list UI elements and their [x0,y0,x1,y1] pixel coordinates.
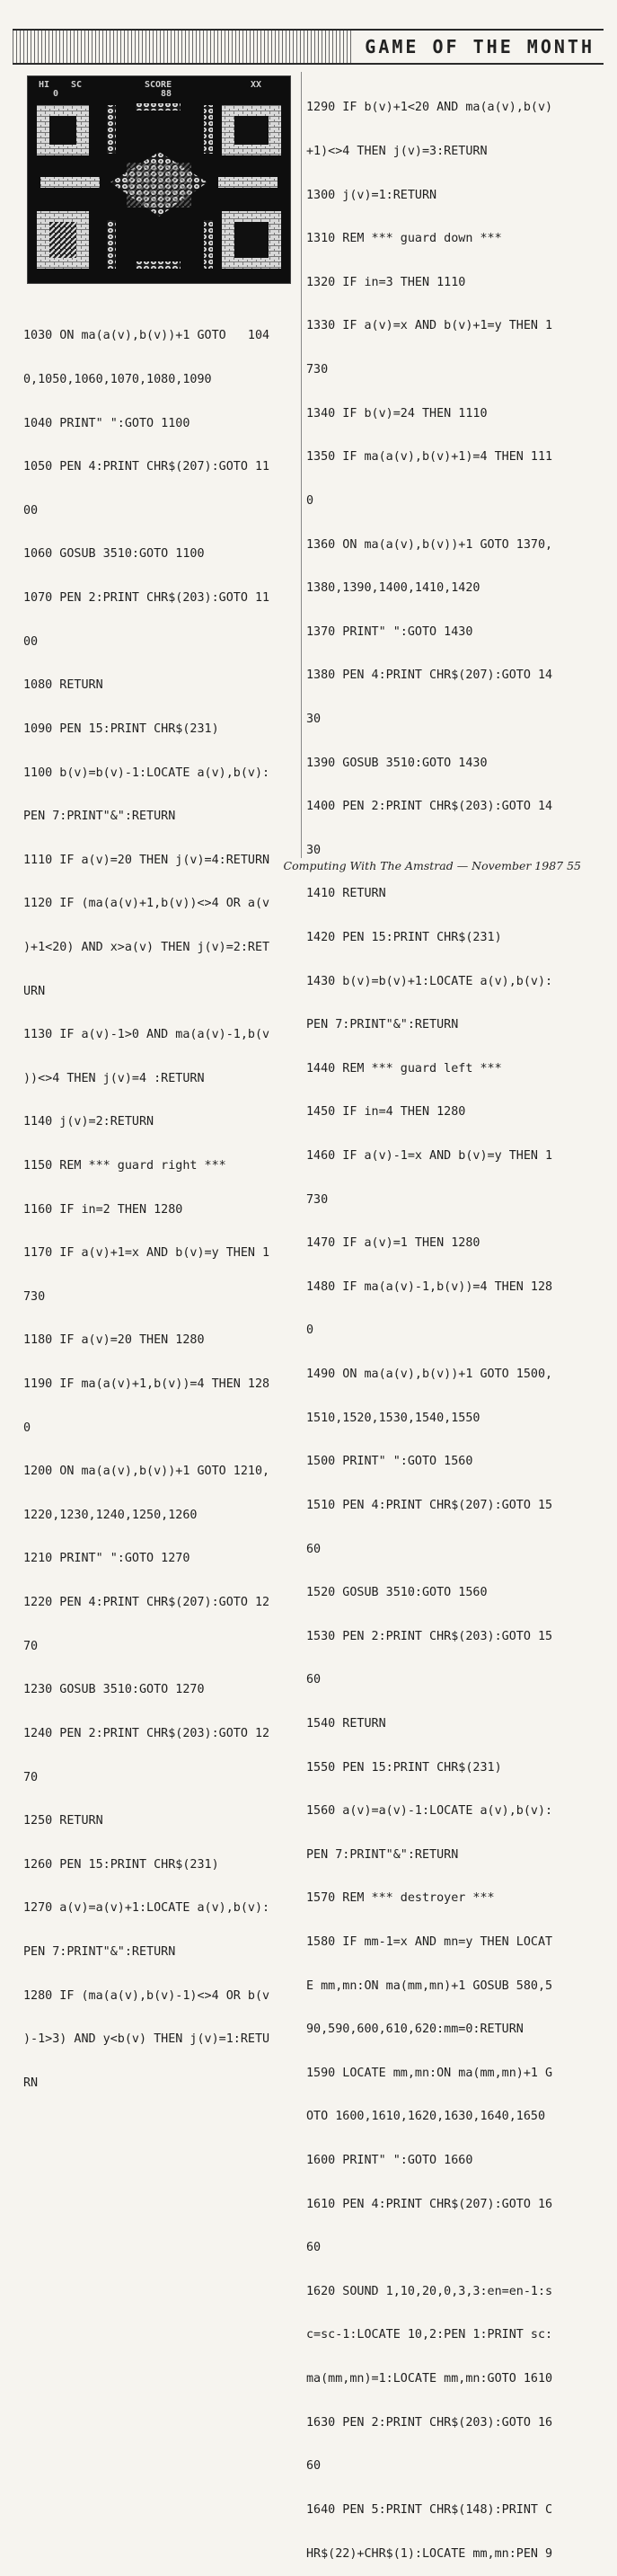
code-line: OTO 1600,1610,1620,1630,1640,1650 [306,2110,546,2124]
code-line: 1600 PRINT" ":GOTO 1660 [306,2154,473,2168]
code-line: 1240 PEN 2:PRINT CHR$(203):GOTO 12 [23,1726,270,1740]
code-line: 0 [306,493,314,508]
code-line: HR$(22)+CHR$(1):LOCATE mm,mn:PEN 9 [306,2546,553,2561]
code-line: 1120 IF (ma(a(v)+1,b(v))<>4 OR a(v [23,897,270,911]
hud-label-sc: SC [71,80,83,90]
code-line: 1280 IF (ma(a(v),b(v)-1)<>4 OR b(v [23,1988,270,2003]
code-line: PEN 7:PRINT"&":RETURN [23,810,176,824]
code-line: c=sc-1:LOCATE 10,2:PEN 1:PRINT sc: [306,2328,553,2342]
code-line: 1450 IF in=4 THEN 1280 [306,1105,466,1120]
code-line: E mm,mn:ON ma(mm,mn)+1 GOSUB 580,5 [306,1978,553,1993]
code-line: 1390 GOSUB 3510:GOTO 1430 [306,756,488,770]
code-line: 1510 PEN 4:PRINT CHR$(207):GOTO 15 [306,1498,553,1512]
code-line: 1160 IF in=2 THEN 1280 [23,1202,183,1217]
code-line: 70 [23,1639,39,1653]
code-line: 30 [306,712,322,726]
code-line: 1410 RETURN [306,887,386,901]
code-line: +1)<>4 THEN j(v)=3:RETURN [306,145,488,159]
code-line: 1030 ON ma(a(v),b(v))+1 GOTO 104 [23,329,270,343]
code-line: 1380,1390,1400,1410,1420 [306,581,480,596]
game-screenshot [27,75,291,284]
code-line: 1380 PEN 4:PRINT CHR$(207):GOTO 14 [306,668,553,683]
code-line: 1100 b(v)=b(v)-1:LOCATE a(v),b(v): [23,766,270,780]
code-line: 1610 PEN 4:PRINT CHR$(207):GOTO 16 [306,2197,553,2211]
code-line: 1550 PEN 15:PRINT CHR$(231) [306,1760,502,1775]
code-line: 1150 REM *** guard right *** [23,1158,226,1173]
code-line: 1110 IF a(v)=20 THEN j(v)=4:RETURN [23,853,270,867]
page-footer: Computing With The Amstrad — November 1987 55 [283,859,581,872]
code-line: 1180 IF a(v)=20 THEN 1280 [23,1333,205,1348]
code-line: 1520 GOSUB 3510:GOTO 1560 [306,1586,488,1600]
code-line: 1350 IF ma(a(v),b(v)+1)=4 THEN 111 [306,450,553,465]
code-line: ma(mm,mn)=1:LOCATE mm,mn:GOTO 1610 [306,2372,553,2386]
code-line: 1270 a(v)=a(v)+1:LOCATE a(v),b(v): [23,1901,270,1916]
code-line: 1560 a(v)=a(v)-1:LOCATE a(v),b(v): [306,1804,553,1819]
code-line: 1500 PRINT" ":GOTO 1560 [306,1455,473,1469]
code-line: 1570 REM *** destroyer *** [306,1891,495,1906]
code-line: 1490 ON ma(a(v),b(v))+1 GOTO 1500, [306,1368,553,1382]
code-line: 1620 SOUND 1,10,20,0,3,3:en=en-1:s [306,2284,553,2298]
code-line: 1420 PEN 15:PRINT CHR$(231) [306,930,502,944]
code-line: 1480 IF ma(a(v)-1,b(v))=4 THEN 128 [306,1279,553,1294]
code-line: 730 [306,363,329,377]
code-line: 70 [23,1770,39,1784]
hud-label-hi: HI [39,80,50,90]
code-line: 00 [23,503,39,518]
code-line: 0,1050,1060,1070,1080,1090 [23,373,212,387]
code-line: 1050 PEN 4:PRINT CHR$(207):GOTO 11 [23,460,270,474]
code-line: 60 [306,2459,322,2474]
code-line: 730 [23,1289,46,1304]
code-line: 60 [306,2241,322,2255]
code-line: PEN 7:PRINT"&":RETURN [23,1944,176,1959]
code-line: )-1>3) AND y<b(v) THEN j(v)=1:RETU [23,2032,270,2047]
hud-label-xx: XX [251,80,262,90]
code-line: 1220,1230,1240,1250,1260 [23,1508,198,1522]
code-line: 1230 GOSUB 3510:GOTO 1270 [23,1683,205,1697]
code-line: 1320 IF in=3 THEN 1110 [306,275,466,289]
code-line: 00 [23,634,39,649]
code-line: 1470 IF a(v)=1 THEN 1280 [306,1236,480,1251]
code-line: PEN 7:PRINT"&":RETURN [306,1847,459,1862]
hud-label-score: SCORE [145,80,172,90]
code-line: 1580 IF mm-1=x AND mn=y THEN LOCAT [306,1935,553,1949]
code-line: 0 [23,1421,31,1435]
code-line: 1300 j(v)=1:RETURN [306,188,437,202]
code-line: 1070 PEN 2:PRINT CHR$(203):GOTO 11 [23,591,270,606]
code-line: 1440 REM *** guard left *** [306,1061,502,1076]
code-line: )+1<20) AND x>a(v) THEN j(v)=2:RET [23,940,270,954]
code-line: 1360 ON ma(a(v),b(v))+1 GOTO 1370, [306,537,553,552]
code-line: 1250 RETURN [23,1814,103,1828]
hud-value-score: 88 [161,89,172,99]
code-line: 1460 IF a(v)-1=x AND b(v)=y THEN 1 [306,1149,553,1164]
code-line: RN [23,2076,39,2090]
code-line: 1210 PRINT" ":GOTO 1270 [23,1552,190,1566]
code-line: 1340 IF b(v)=24 THEN 1110 [306,406,488,420]
code-line: 1640 PEN 5:PRINT CHR$(148):PRINT C [306,2502,553,2517]
code-line: 1290 IF b(v)+1<20 AND ma(a(v),b(v) [306,101,553,115]
game-screenshot-image [28,76,290,283]
code-line: 1330 IF a(v)=x AND b(v)+1=y THEN 1 [306,319,553,333]
code-line: 60 [306,1673,322,1687]
code-line: 1310 REM *** guard down *** [306,232,502,246]
code-line: 90,590,600,610,620:mm=0:RETURN [306,2023,524,2037]
page-title: GAME OF THE MONTH [365,36,595,58]
code-line: 1060 GOSUB 3510:GOTO 1100 [23,547,205,562]
code-line: 1140 j(v)=2:RETURN [23,1115,154,1129]
header-title-box [352,31,604,63]
code-line: 1090 PEN 15:PRINT CHR$(231) [23,721,219,736]
code-line: 60 [306,1542,322,1556]
code-line: 1170 IF a(v)+1=x AND b(v)=y THEN 1 [23,1246,270,1261]
code-line: 1040 PRINT" ":GOTO 1100 [23,416,190,430]
code-line: 1200 ON ma(a(v),b(v))+1 GOTO 1210, [23,1465,270,1479]
header-band [13,29,604,65]
code-line: 30 [306,843,322,857]
code-line: 1220 PEN 4:PRINT CHR$(207):GOTO 12 [23,1596,270,1610]
code-line: 1430 b(v)=b(v)+1:LOCATE a(v),b(v): [306,974,553,988]
code-line: 1590 LOCATE mm,mn:ON ma(mm,mn)+1 G [306,2066,553,2080]
code-line: 1260 PEN 15:PRINT CHR$(231) [23,1857,219,1872]
code-line: ))<>4 THEN j(v)=4 :RETURN [23,1071,205,1085]
code-line: 1080 RETURN [23,678,103,693]
code-line: 1630 PEN 2:PRINT CHR$(203):GOTO 16 [306,2415,553,2430]
code-line: 1540 RETURN [306,1716,386,1731]
code-column-right [306,72,594,2576]
code-line: 1400 PEN 2:PRINT CHR$(203):GOTO 14 [306,800,553,814]
code-line: 1370 PRINT" ":GOTO 1430 [306,624,473,639]
code-line: 1530 PEN 2:PRINT CHR$(203):GOTO 15 [306,1629,553,1643]
code-line: 1190 IF ma(a(v)+1,b(v))=4 THEN 128 [23,1377,270,1392]
code-line: 1510,1520,1530,1540,1550 [306,1411,480,1425]
code-line: URN [23,984,46,998]
code-line: 730 [306,1192,329,1207]
code-line: 1130 IF a(v)-1>0 AND ma(a(v)-1,b(v [23,1028,270,1042]
code-line: PEN 7:PRINT"&":RETURN [306,1018,459,1032]
code-line: 0 [306,1323,314,1338]
code-column-left [23,300,311,2105]
hud-value-hi: 0 [53,89,59,99]
